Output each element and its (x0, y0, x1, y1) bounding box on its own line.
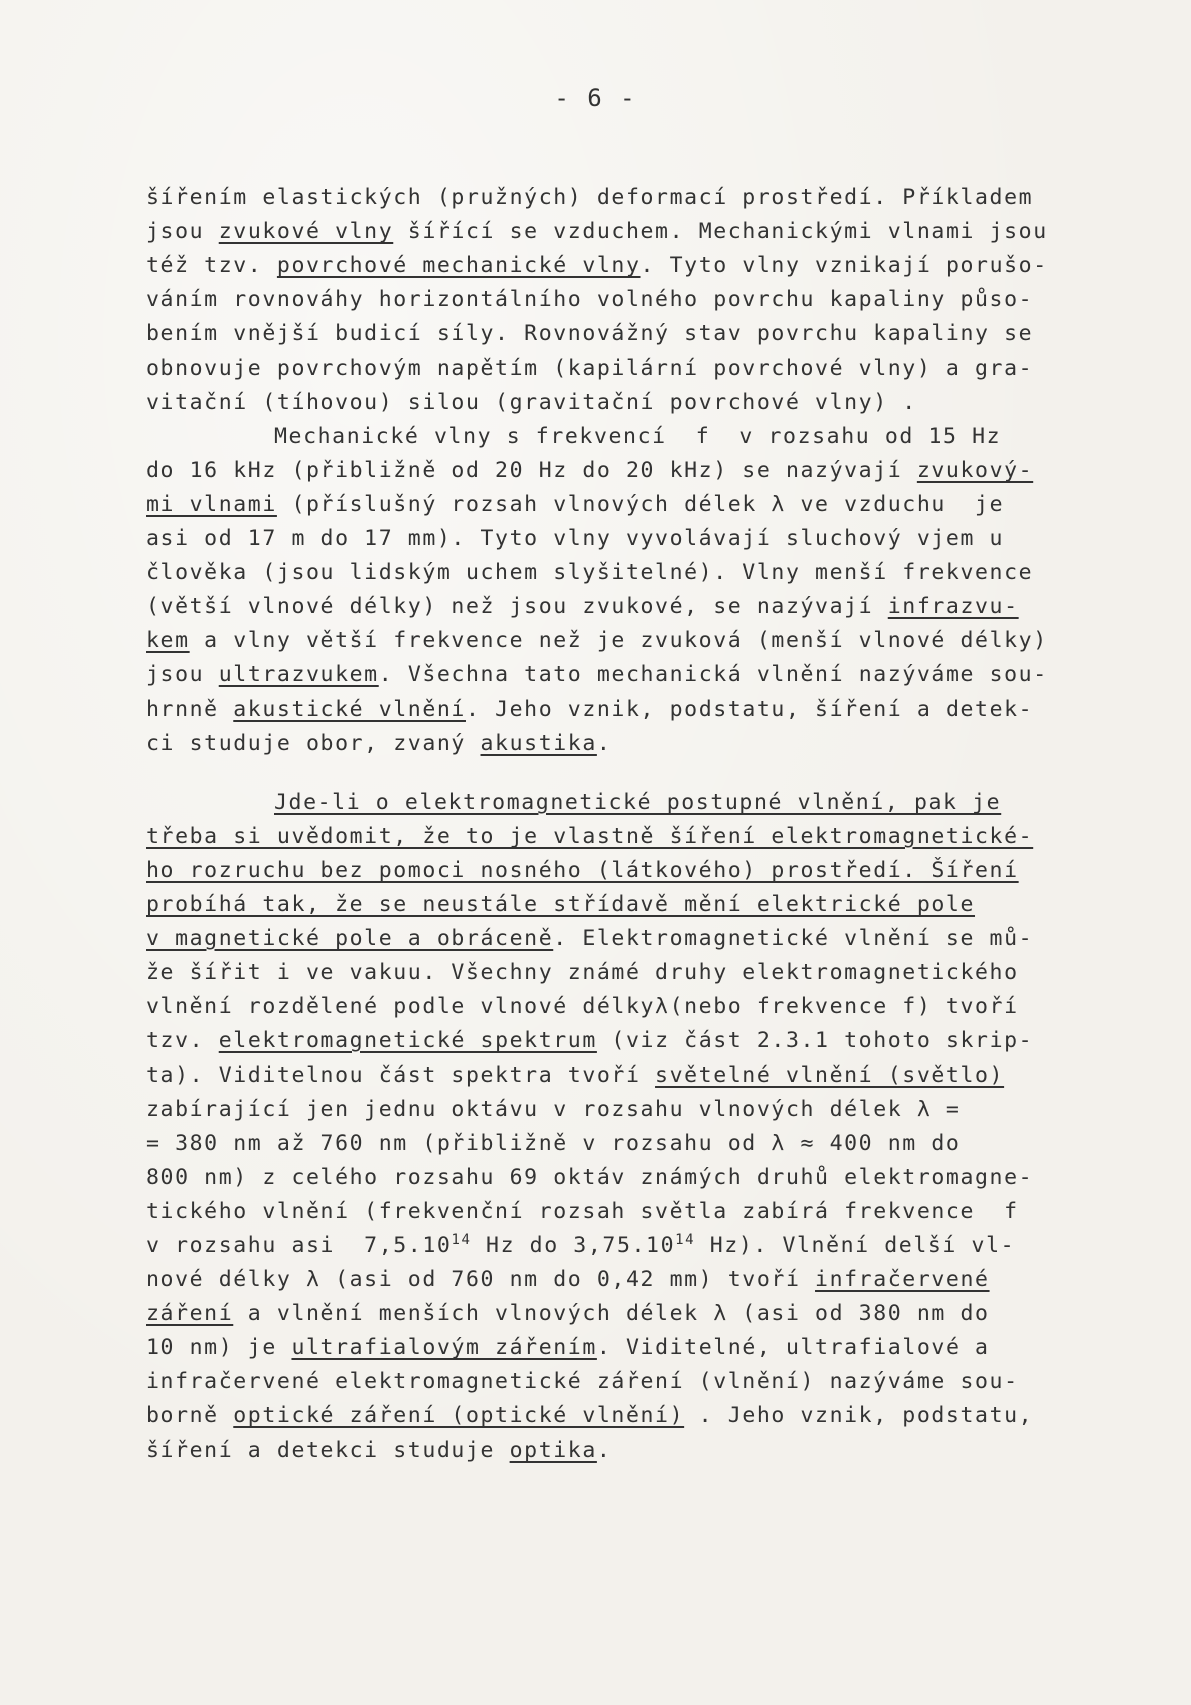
text-segment: šíření a detekci studuje (146, 1438, 510, 1463)
text-segment: (větší vlnové délky) než jsou zvukové, se nazývají (146, 594, 888, 619)
text-line (146, 1127, 960, 1161)
text-segment: bením vnější budicí síly. Rovnovážný stav povrchu kapaliny se (146, 321, 1034, 346)
text-segment: . Jeho vznik, podstatu, šíření a detek- (465, 697, 1034, 722)
text-line (146, 922, 1033, 956)
text-segment: (viz část 2.3.1 tohoto skrip- (596, 1028, 1034, 1053)
text-segment: infračervené elektromagnetické záření (vlnění) nazýváme sou- (146, 1369, 1019, 1394)
text-line (274, 786, 1001, 820)
text-line (146, 454, 1033, 488)
text-line (146, 1229, 1015, 1263)
text-line (146, 1297, 990, 1331)
underlined-term: záření (146, 1301, 234, 1326)
text-segment: (příslušný rozsah vlnových délek λ ve vzduchu je (276, 492, 1005, 517)
underlined-term: zvukové vlny (218, 219, 394, 244)
text-segment: do 16 kHz (přibližně od 20 Hz do 20 kHz) se nazývají (146, 458, 917, 483)
text-line (146, 556, 1033, 590)
text-segment: Hz do 3,75.10 (471, 1233, 676, 1258)
text-line (146, 990, 1019, 1024)
text-segment: . Tyto vlny vznikají porušo- (640, 253, 1048, 278)
text-segment: Mechanické vlny s frekvencí f v rozsahu od 15 Hz (274, 424, 1002, 449)
superscript: 14 (675, 1231, 696, 1248)
text-line (146, 522, 1004, 556)
underlined-term: zvukový- (916, 458, 1034, 483)
text-line (146, 283, 1033, 317)
text-segment: borně (146, 1403, 234, 1428)
underlined-term: akustika (480, 731, 597, 756)
text-segment: zabírající jen jednu oktávu v rozsahu vlnových délek λ = (146, 1097, 961, 1122)
text-segment: 10 nm) je (146, 1335, 292, 1360)
underlined-term: ultrafialovým zářením (291, 1335, 597, 1360)
text-line (146, 249, 1048, 283)
text-segment: . Viditelné, ultrafialové a (596, 1335, 990, 1360)
text-segment: vitační (tíhovou) silou (gravitační povrchové vlny) . (146, 390, 917, 415)
underlined-term: v magnetické pole a obráceně (146, 926, 554, 951)
text-line (146, 693, 1033, 727)
text-line (146, 624, 1048, 658)
text-line (146, 1195, 1019, 1229)
text-segment: že šířit i ve vakuu. Všechny známé druhy elektromagnetického (146, 960, 1019, 985)
text-line (146, 317, 1033, 351)
text-segment: též tzv. (146, 253, 277, 278)
text-segment: a vlnění menších vlnových délek λ (asi od 380 nm do (233, 1301, 990, 1326)
text-line (146, 1399, 1033, 1433)
text-segment: obnovuje povrchovým napětím (kapilární povrchové vlny) a gra- (146, 356, 1034, 381)
text-line (146, 658, 1048, 692)
underlined-term: akustické vlnění (233, 697, 466, 722)
underlined-term: optické záření (optické vlnění) (233, 1403, 685, 1428)
underlined-term: infrazvu- (887, 594, 1019, 619)
underlined-term: ho rozruchu bez pomoci nosného (látkového) prostředí. Šíření (146, 858, 1019, 883)
underlined-term: třeba si uvědomit, že to je vlastně šíření elektromagnetické- (146, 824, 1034, 849)
text-segment: . Všechna tato mechanická vlnění nazýváme sou- (378, 662, 1048, 687)
underlined-term: kem (146, 628, 190, 653)
text-line (274, 420, 1001, 454)
text-line (146, 1093, 960, 1127)
text-line (146, 1161, 1033, 1195)
text-line (146, 956, 1019, 990)
text-segment: nové délky λ (asi od 760 nm do 0,42 mm) tvoří (146, 1267, 816, 1292)
text-segment: = 380 nm až 760 nm (přibližně v rozsahu od λ ≈ 400 nm do (146, 1131, 961, 1156)
text-line (146, 1059, 1004, 1093)
text-segment: ci studuje obor, zvaný (146, 731, 481, 756)
text-segment: člověka (jsou lidským uchem slyšitelné). Vlny menší frekvence (146, 560, 1034, 585)
text-line (146, 1434, 611, 1468)
text-segment: a vlny větší frekvence než je zvuková (menší vlnové délky) (189, 628, 1048, 653)
text-line (146, 1331, 990, 1365)
text-segment: Hz). Vlnění delší vl- (695, 1233, 1016, 1258)
text-segment: . Elektromagnetické vlnění se mů- (553, 926, 1034, 951)
text-line (146, 215, 1048, 249)
underlined-term: optika (509, 1438, 597, 1463)
page-number: - 6 - (554, 84, 637, 112)
underlined-term: elektromagnetické spektrum (218, 1028, 597, 1053)
text-line (146, 820, 1033, 854)
text-line (146, 352, 1033, 386)
text-line (146, 1024, 1033, 1058)
underlined-term: infračervené (815, 1267, 990, 1292)
text-segment: šířením elastických (pružných) deformací prostředí. Příkladem (146, 185, 1034, 210)
text-line (146, 854, 1019, 888)
underlined-term: ultrazvukem (218, 662, 379, 687)
text-segment: váním rovnováhy horizontálního volného povrchu kapaliny půso- (146, 287, 1034, 312)
text-segment: 800 nm) z celého rozsahu 69 oktáv známých druhů elektromagne- (146, 1165, 1034, 1190)
text-segment: jsou (146, 662, 219, 687)
text-segment: ta). Viditelnou část spektra tvoří (146, 1063, 656, 1088)
text-line (146, 1365, 1019, 1399)
underlined-term: probíhá tak, že se neustále střídavě mění elektrické pole (146, 892, 976, 917)
text-line (146, 488, 1004, 522)
text-segment: v rozsahu asi 7,5.10 (146, 1233, 452, 1258)
superscript: 14 (451, 1231, 472, 1248)
text-line (146, 1263, 990, 1297)
text-line (146, 590, 1019, 624)
text-segment: hrnně (146, 697, 234, 722)
text-segment: jsou (146, 219, 219, 244)
text-segment: tického vlnění (frekvenční rozsah světla zabírá frekvence f (146, 1199, 1019, 1224)
underlined-term: povrchové mechanické vlny (276, 253, 641, 278)
text-line (146, 386, 917, 420)
text-segment: vlnění rozdělené podle vlnové délkyλ(nebo frekvence f) tvoří (146, 994, 1019, 1019)
underlined-term: mi vlnami (146, 492, 277, 517)
text-segment: . (596, 1438, 612, 1463)
underlined-term: Jde-li o elektromagnetické postupné vlnění, pak je (274, 790, 1002, 815)
text-segment: . (596, 731, 612, 756)
text-segment: . Jeho vznik, podstatu, (684, 1403, 1034, 1428)
text-segment: tzv. (146, 1028, 219, 1053)
text-segment: asi od 17 m do 17 mm). Tyto vlny vyvolávají sluchový vjem u (146, 526, 1005, 551)
text-line (146, 181, 1033, 215)
underlined-term: světelné vlnění (světlo) (655, 1063, 1005, 1088)
text-line (146, 888, 975, 922)
text-segment: šířící se vzduchem. Mechanickými vlnami jsou (393, 219, 1048, 244)
text-line (146, 727, 611, 761)
